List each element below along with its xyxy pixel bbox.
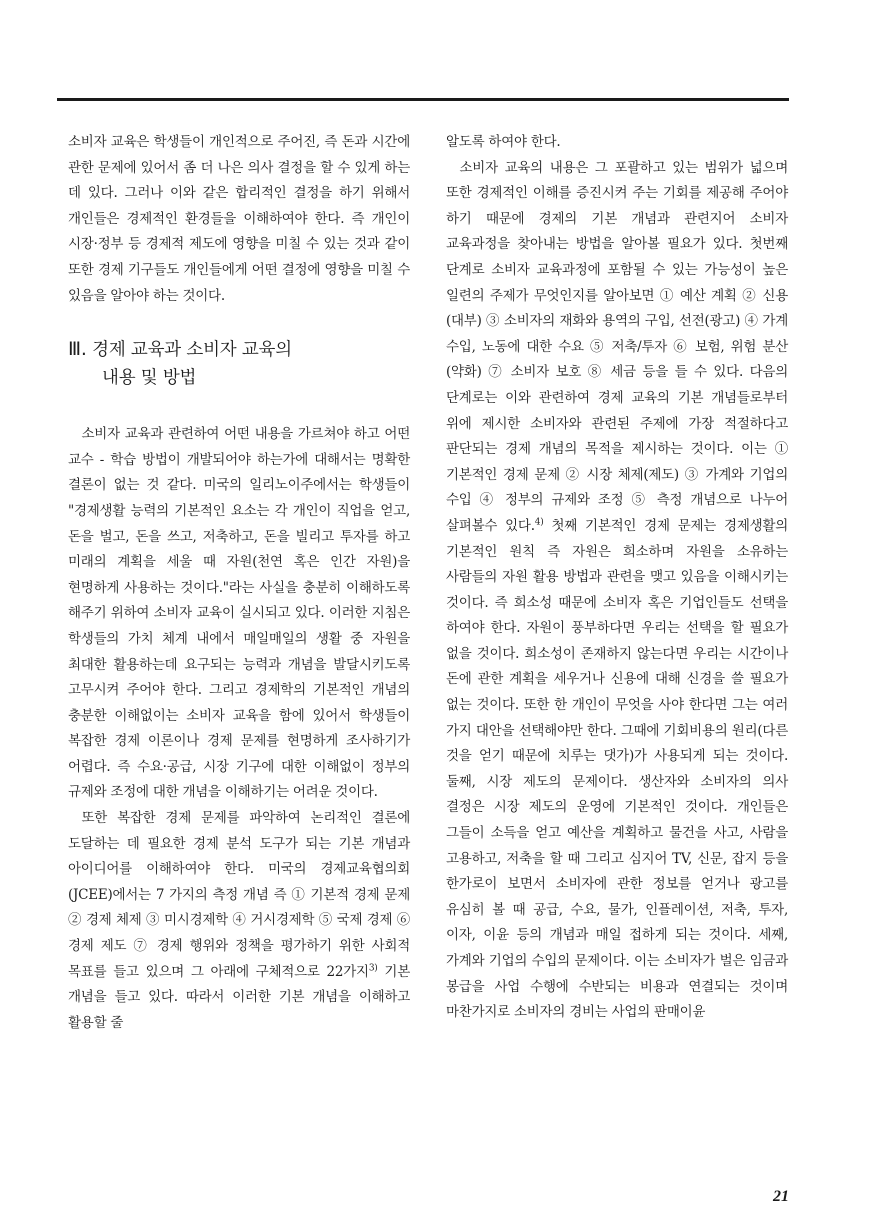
left-column — [68, 130, 410, 1036]
paragraph-consumer-education-goal: 소비자 교육은 학생들이 개인적으로 주어진, 즉 돈과 시간에 관한 문제에 있어서 좀 더 나은 의사 결정을 할 수 있게 하는 데 있다. 그러나 이와 같은 합리적인 결정을 하기 위해서 개인들은 경제적인 환경들을 이해하여야 한다. 즉 개인이 시장·정부 등 경제적 제도에 영향을 미칠 수 있는 것과 같이 또한 경제 기구들도 개인들에게 어떤 결정에 영향을 미칠 수 있음을 알아야 하는 것이다. — [68, 134, 410, 304]
footnote-ref-4[interactable]: 4) — [534, 517, 544, 528]
text-fragment: 기본 개념을 들고 있다. 따라서 이러한 기본 개념을 이해하고 활용할 줄 — [68, 963, 410, 1031]
text-fragment: 소비자 교육의 내용은 그 포괄하고 있는 범위가 넓으며 또한 경제적인 이해를 증진시켜 주는 기회를 제공해 주어야 하기 때문에 경제의 기본 개념과 관련지어 소비자 교육과정을 찾아내는 방법을 알아볼 필요가 있다. 첫번째 단계로 소비자 교육과정에 포함될 수 있는 가능성이 높은 일련의 주제가 무엇인지를 알아보면 ① 예산 계획 ② 신용(대부) ③ 소비자의 재화와 용역의 구입, 선전(광고) ④ 가계 수입, 노동에 대한 수요 ⑤ 저축/투자 ⑥ 보험, 위험 분산(약화) ⑦ 소비자 보호 ⑧ 세금 등을 들 수 있다. 다음의 단계로는 이와 관련하여 경제 교육의 기본 개념들로부터 위에 제시한 소비자와 관련된 주제에 가장 적절하다고 판단되는 경제 개념의 목적을 제시하는 것이다. 이는 ① 기본적인 경제 문제 ② 시장 체제(제도) ③ 가계와 기업의 수입 ④ 정부의 규제와 조정 ⑤ 측정 개념으로 나누어 살펴볼수 있다. — [446, 159, 788, 534]
section-number: Ⅲ. — [68, 338, 87, 361]
section-title-line-2: 내용 및 방법 — [102, 368, 197, 389]
section-title-line-1: 경제 교육과 소비자 교육의 — [92, 340, 292, 361]
paragraph-illinois-example: 소비자 교육과 관련하여 어떤 내용을 가르쳐야 하고 어떤 교수 - 학습 방법이 개발되어야 하는가에 대해서는 명확한 결론이 없는 것 같다. 미국의 일리노이주에서는 학생들이 "경제생활 능력의 기본적인 요소는 각 개인이 직업을 얻고, 돈을 벌고, 돈을 쓰고, 저축하고, 돈을 빌리고 투자를 하고 미래의 계획을 세울 때 자원(천연 혹은 인간 자원)을 현명하게 사용하는 것이다."라는 사실을 충분히 이해하도록 해주기 위하여 소비자 교육이 실시되고 있다. 이러한 지침은 학생들의 가치 체계 내에서 매일매일의 생활 중 자원을 최대한 활용하는데 요구되는 능력과 개념을 발달시키도록 고무시켜 주어야 한다. 그리고 경제학의 기본적인 개념의 충분한 이해없이는 소비자 교육을 함에 있어서 학생들이 복잡한 경제 이론이나 경제 문제를 현명하게 조사하기가 어렵다. 즉 수요·공급, 시장 기구에 대한 이해없이 정부의 규제와 조정에 대한 개념을 이해하기는 어려운 것이다. — [68, 426, 410, 801]
paragraph-consumer-curriculum — [446, 156, 788, 1026]
text-fragment: 첫째 기본적인 경제 문제는 경제생활의 기본적인 원칙 즉 자원은 희소하며 자원을 소유하는 사람들의 자원 활용 방법과 관련을 맺고 있음을 이해시키는 것이다. 즉 희소성 때문에 소비자 혹은 기업인들도 선택을 하여야 한다. 자원이 풍부하다면 우리는 선택을 할 필요가 없을 것이다. 희소성이 존재하지 않는다면 우리는 시간이나 돈에 관한 계획을 세우거나 신용에 대해 신경을 쓸 필요가 없는 것이다. 또한 한 개인이 무엇을 사야 한다면 그는 여러 가지 대안을 선택해야만 한다. 그때에 기회비용의 원리(다른 것을 얻기 때문에 치루는 댓가)가 사용되게 되는 것이다. 둘째, 시장 제도의 문제이다. 생산자와 소비자의 의사 결정은 시장 제도의 운영에 기본적인 것이다. 개인들은 그들이 소득을 얻고 예산을 계획하고 물건을 사고, 사람을 고용하고, 저축을 할 때 그리고 심지어 TV, 신문, 잡지 등을 한가로이 보면서 소비자에 관한 정보를 얻거나 광고를 유심히 볼 때 공급, 수요, 물가, 인플레이션, 저축, 투자, 이자, 이윤 등의 개념과 매일 접하게 되는 것이다. 세째, 가계와 기업의 수입의 문제이다. 이는 소비자가 벌은 임금과 봉급을 사업 수행에 수반되는 비용과 연결되는 것이며 마찬가지로 소비자의 경비는 사업의 판매이윤 — [446, 517, 788, 1021]
paragraph-jcee-concepts — [68, 806, 410, 1036]
page-number: 21 — [773, 1188, 789, 1205]
header-rule — [57, 98, 789, 101]
section-heading — [68, 335, 410, 392]
right-column — [446, 130, 788, 1026]
paragraph-continuation: 알도록 하여야 한다. — [446, 134, 561, 150]
footnote-ref-3[interactable]: 3) — [368, 963, 378, 974]
text-fragment: 또한 복잡한 경제 문제를 파악하여 논리적인 결론에 도달하는 데 필요한 경제 분석 도구가 되는 기본 개념과 아이디어를 이해하여야 한다. 미국의 경제교육협의회(JCEE)에서는 7 가지의 측정 개념 즉 ① 기본적 경제 문제 ② 경제 체제 ③ 미시경제학 ④ 거시경제학 ⑤ 국제 경제 ⑥ 경제 제도 ⑦ 경제 행위와 정책을 평가하기 위한 사회적 목표를 들고 있으며 그 아래에 구체적으로 22가지 — [68, 810, 410, 980]
